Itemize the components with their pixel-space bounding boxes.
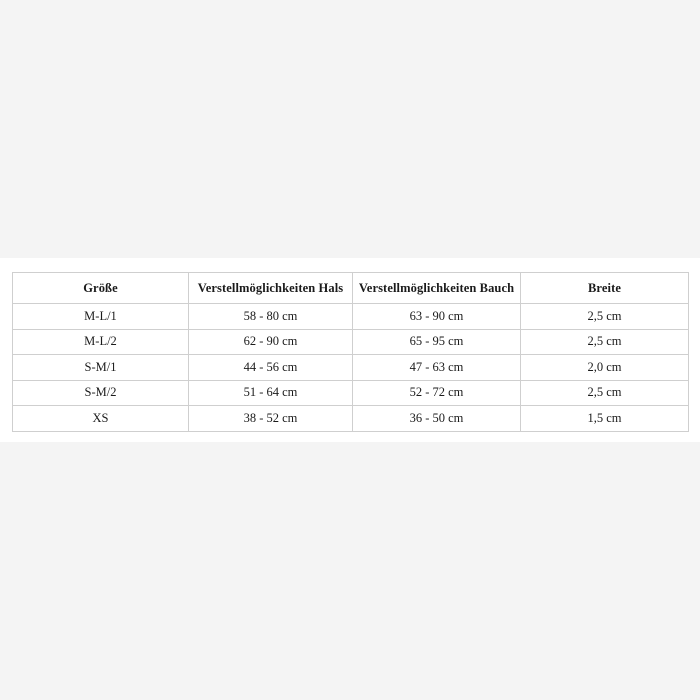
- column-header-belly: Verstellmöglichkeiten Bauch: [353, 273, 521, 304]
- cell-neck: 62 - 90 cm: [189, 329, 353, 355]
- cell-belly: 65 - 95 cm: [353, 329, 521, 355]
- table-body: [13, 304, 689, 432]
- cell-neck: 51 - 64 cm: [189, 380, 353, 406]
- cell-neck: 38 - 52 cm: [189, 406, 353, 432]
- size-chart-table: [12, 272, 689, 432]
- cell-width: 1,5 cm: [521, 406, 689, 432]
- cell-neck: 44 - 56 cm: [189, 355, 353, 381]
- column-header-neck: Verstellmöglichkeiten Hals: [189, 273, 353, 304]
- cell-size: XS: [13, 406, 189, 432]
- cell-width: 2,5 cm: [521, 380, 689, 406]
- cell-size: S-M/2: [13, 380, 189, 406]
- table-row: [13, 355, 689, 381]
- cell-belly: 36 - 50 cm: [353, 406, 521, 432]
- cell-size: M-L/2: [13, 329, 189, 355]
- table-header-row: [13, 273, 689, 304]
- cell-neck: 58 - 80 cm: [189, 304, 353, 330]
- table-row: [13, 329, 689, 355]
- cell-size: S-M/1: [13, 355, 189, 381]
- cell-belly: 63 - 90 cm: [353, 304, 521, 330]
- column-header-width: Breite: [521, 273, 689, 304]
- table-header: [13, 273, 689, 304]
- cell-belly: 47 - 63 cm: [353, 355, 521, 381]
- column-header-size: Größe: [13, 273, 189, 304]
- cell-width: 2,0 cm: [521, 355, 689, 381]
- cell-width: 2,5 cm: [521, 304, 689, 330]
- table-row: [13, 380, 689, 406]
- table-row: [13, 304, 689, 330]
- cell-belly: 52 - 72 cm: [353, 380, 521, 406]
- cell-size: M-L/1: [13, 304, 189, 330]
- cell-width: 2,5 cm: [521, 329, 689, 355]
- table-row: [13, 406, 689, 432]
